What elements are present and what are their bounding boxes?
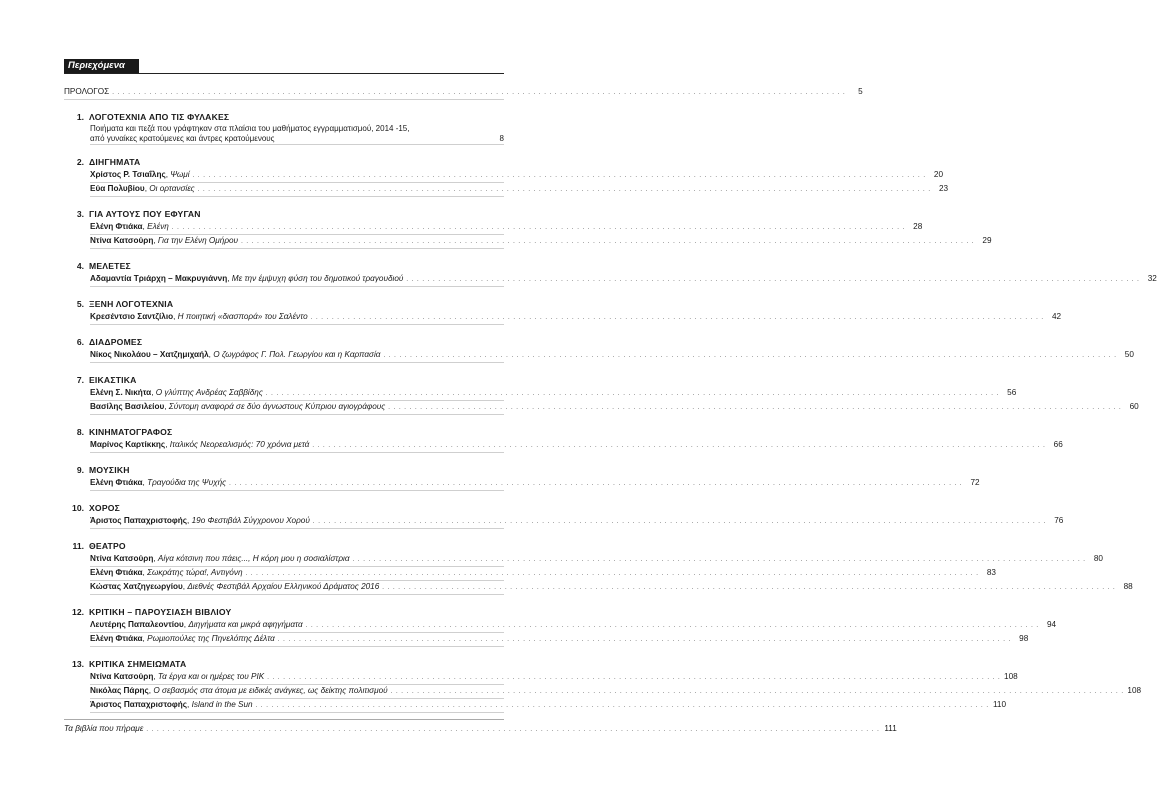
section-entries	[64, 349, 1134, 363]
entry-title: Τραγούδια της Ψυχής	[147, 478, 227, 487]
page-number: 50	[1124, 350, 1134, 359]
toc-entry[interactable]: Βασίλης Βασιλείου, Σύντομη αναφορά σε δύο άγνωστους Κύπριου αγιογράφους . . . 60	[90, 401, 504, 415]
entry-title: Η ποιητική «διασπορά» του Σαλέντο	[177, 312, 308, 321]
page-number: 108	[1004, 672, 1018, 681]
section-heading[interactable]	[64, 111, 504, 123]
entry-author: Εύα Πολυβίου	[90, 184, 145, 193]
toc-entry[interactable]: Ντίνα Κατσούρη, Για την Ελένη Ομήρου . . . 29	[90, 235, 504, 249]
section-title: ΕΙΚΑΣΤΙΚΑ	[89, 375, 137, 385]
leader-dots	[312, 439, 1045, 452]
entry-author: Λευτέρης Παπαλεοντίου	[90, 620, 184, 629]
entry-title: Διηγήματα και μικρά αφηγήματα	[188, 620, 303, 629]
entry-author: Ντίνα Κατσούρη	[90, 554, 154, 563]
section-title: ΚΙΝΗΜΑΤΟΓΡΑΦΟΣ	[89, 427, 173, 437]
closing-row[interactable]	[64, 719, 897, 736]
leader-dots	[313, 515, 1046, 528]
section-heading[interactable]	[64, 658, 504, 670]
toc-section	[64, 502, 1064, 529]
toc-section	[64, 374, 1139, 415]
section-entries	[64, 553, 1133, 595]
closing-title: Τα βιβλία που πήραμε	[64, 724, 144, 733]
section-entries	[64, 311, 1062, 325]
entry-author: Ντίνα Κατσούρη	[90, 236, 154, 245]
page-number: 29	[982, 236, 992, 245]
entry-title: Σωκράτης τώρα!, Αντιγόνη	[147, 568, 243, 577]
leader-dots	[406, 273, 1139, 286]
section-entries	[64, 439, 1063, 453]
toc-entry[interactable]: Άριστος Παπαχριστοφής, Island in the Sun . . . 110	[90, 699, 504, 713]
entry-title: Τα έργα και οι ημέρες του ΡΙΚ	[157, 672, 265, 681]
entry-title: Διεθνές Φεστιβάλ Αρχαίου Ελληνικού Δράματος 2016	[187, 582, 380, 591]
section-heading[interactable]	[64, 156, 504, 168]
page-number: 20	[933, 170, 944, 179]
page-number: 88	[1123, 582, 1133, 591]
page-number: 28	[913, 222, 923, 231]
page-number: 108	[1127, 686, 1142, 695]
section-title: ΞΕΝΗ ΛΟΓΟΤΕΧΝΙΑ	[89, 299, 174, 309]
leader-dots	[267, 671, 1000, 684]
section-number: 5.	[76, 299, 84, 309]
toc-entry[interactable]: Ντίνα Κατσούρη, Αίγα κότσινη που πάεις..., Η κόρη μου η σοσιαλίστρια . . . 80	[90, 553, 504, 567]
section-description[interactable]	[90, 124, 504, 145]
section-entries	[64, 477, 980, 491]
section-number: 13.	[72, 659, 84, 669]
leader-dots	[382, 581, 1115, 594]
entry-author: Ελένη Σ. Νικήτα	[90, 388, 152, 397]
entry-author: Αδαμαντία Τριάρχη – Μακρυγιάννη	[90, 274, 228, 283]
section-entries	[64, 387, 1139, 415]
toc-section	[64, 298, 1062, 325]
entry-title: Ο γλύπτης Ανδρέας Σαββίδης	[155, 388, 263, 397]
page-number: 110	[992, 700, 1007, 709]
page-number: 8	[499, 134, 504, 143]
section-entries	[64, 515, 1064, 529]
toc-entry[interactable]: Άριστος Παπαχριστοφής, 19ο Φεστιβάλ Σύγχρονου Χορού . . . 76	[90, 515, 504, 529]
section-title: ΜΕΛΕΤΕΣ	[89, 261, 131, 271]
section-title: ΘΕΑΤΡΟ	[89, 541, 126, 551]
leader-dots	[391, 685, 1124, 698]
entry-author: Ελένη Φτιάκα	[90, 568, 143, 577]
entry-author: Ελένη Φτιάκα	[90, 222, 143, 231]
toc-entry[interactable]: Ελένη Φτιάκα, Σωκράτης τώρα!, Αντιγόνη . . . 83	[90, 567, 504, 581]
toc-section	[64, 156, 949, 197]
entry-title: Island in the Sun	[191, 700, 253, 709]
page-number: 72	[970, 478, 980, 487]
entry-title: Ο ζωγράφος Γ. Πολ. Γεωργίου και η Καρπασία	[213, 350, 381, 359]
entry-author: Νίκος Νικολάου – Χατζημιχαήλ	[90, 350, 209, 359]
toc-entry[interactable]: Νίκος Νικολάου – Χατζημιχαήλ, Ο ζωγράφος Γ. Πολ. Γεωργίου και η Καρπασία . . . 50	[90, 349, 504, 363]
leader-dots	[112, 86, 845, 99]
section-title: ΚΡΙΤΙΚΗ – ΠΑΡΟΥΣΙΑΣΗ ΒΙΒΛΙΟΥ	[89, 607, 232, 617]
leader-dots	[246, 567, 979, 580]
section-number: 11.	[72, 541, 84, 551]
section-heading[interactable]	[64, 260, 504, 272]
entry-author: Ελένη Φτιάκα	[90, 634, 143, 643]
table-of-contents	[64, 86, 1157, 736]
leader-dots	[229, 477, 962, 490]
prologue-row[interactable]	[64, 86, 863, 100]
section-number: 8.	[76, 427, 84, 437]
section-entries	[64, 124, 504, 145]
entry-author: Νικόλας Πάρης	[90, 686, 149, 695]
leader-dots	[383, 349, 1116, 362]
toc-section	[64, 260, 1157, 287]
leader-dots	[311, 311, 1044, 324]
leader-dots	[388, 401, 1121, 414]
section-number: 3.	[76, 209, 84, 219]
leader-dots	[193, 169, 926, 182]
entry-author: Άριστος Παπαχριστοφής	[90, 516, 188, 525]
page-number: 76	[1054, 516, 1064, 525]
prologue-title: ΠΡΟΛΟΓΟΣ	[64, 87, 110, 96]
leader-dots	[198, 183, 931, 196]
entry-author: Ντίνα Κατσούρη	[90, 672, 154, 681]
section-number: 2.	[76, 157, 84, 167]
toc-section	[64, 464, 980, 491]
toc-section	[64, 208, 992, 249]
toc-section	[64, 426, 1063, 453]
section-number: 7.	[76, 375, 84, 385]
toc-entry[interactable]: Κρεσέντσιο Σαντζίλιο, Η ποιητική «διασπορά» του Σαλέντο . . . 42	[90, 311, 504, 325]
entry-title: Ψωμί	[170, 170, 190, 179]
section-title: ΜΟΥΣΙΚΗ	[89, 465, 130, 475]
page-number: 56	[1007, 388, 1017, 397]
page-number: 5	[858, 87, 863, 96]
entry-title: Ο σεβασμός στα άτομα με ειδικές ανάγκες, ως δείκτης πολιτισμού	[153, 686, 388, 695]
section-heading[interactable]	[64, 298, 504, 310]
section-number: 12.	[72, 607, 84, 617]
section-number: 9.	[76, 465, 84, 475]
section-title: ΧΟΡΟΣ	[89, 503, 120, 513]
page-number: 23	[938, 184, 949, 193]
section-heading[interactable]	[64, 606, 504, 618]
entry-title: Σύντομη αναφορά σε δύο άγνωστους Κύπριου αγιογράφους	[168, 402, 386, 411]
entry-title: Αίγα κότσινη που πάεις..., Η κόρη μου η σοσιαλίστρια	[157, 554, 350, 563]
toc-entry[interactable]: Ελένη Φτιάκα, Τραγούδια της Ψυχής . . . 72	[90, 477, 504, 491]
section-entries	[64, 671, 1142, 713]
leader-dots	[146, 723, 879, 736]
section-title: ΓΙΑ ΑΥΤΟΥΣ ΠΟΥ ΕΦΥΓΑΝ	[89, 209, 201, 219]
toc-entry[interactable]: Ελένη Φτιάκα, Ρωμιοπούλες της Πηνελόπης Δέλτα . . . 98	[90, 633, 504, 647]
section-heading[interactable]	[64, 208, 504, 220]
page-number: 98	[1019, 634, 1029, 643]
page-number: 42	[1051, 312, 1062, 321]
leader-dots	[241, 235, 974, 248]
leader-dots	[172, 221, 905, 234]
toc-section	[64, 658, 1142, 713]
toc-entry[interactable]: Χρίστος Ρ. Τσιαΐλης, Ψωμί . . . 20	[90, 169, 504, 183]
entry-author: Βασίλης Βασιλείου	[90, 402, 165, 411]
toc-section	[64, 540, 1133, 595]
description-line-2: από γυναίκες κρατούμενες και άντρες κρατούμενους	[90, 134, 275, 143]
page-number: 111	[884, 724, 897, 733]
entry-title: Ρωμιοπούλες της Πηνελόπης Δέλτα	[147, 634, 275, 643]
section-title: ΚΡΙΤΙΚΑ ΣΗΜΕΙΩΜΑΤΑ	[89, 659, 187, 669]
entry-title: Ελένη	[147, 222, 169, 231]
section-title: ΔΙΗΓΗΜΑΤΑ	[89, 157, 141, 167]
toc-entry[interactable]: Ντίνα Κατσούρη, Τα έργα και οι ημέρες του ΡΙΚ . . . 108	[90, 671, 504, 685]
toc-entry[interactable]: Νικόλας Πάρης, Ο σεβασμός στα άτομα με ειδικές ανάγκες, ως δείκτης πολιτισμού . . . 108	[90, 685, 504, 699]
leader-dots	[278, 633, 1011, 646]
contents-title: Περιεχόμενα	[64, 59, 139, 73]
section-entries	[64, 221, 992, 249]
contents-header	[64, 57, 504, 74]
section-heading[interactable]	[64, 540, 504, 552]
toc-section	[64, 606, 1057, 647]
section-number: 4.	[76, 261, 84, 271]
toc-entry[interactable]: Εύα Πολυβίου, Οι ορτανσίες . . . 23	[90, 183, 504, 197]
leader-dots	[256, 699, 989, 712]
entry-author: Ελένη Φτιάκα	[90, 478, 143, 487]
entry-author: Μαρίνος Καρτίκκης	[90, 440, 166, 449]
section-heading[interactable]	[64, 426, 504, 438]
entry-title: Οι ορτανσίες	[149, 184, 195, 193]
section-heading[interactable]	[64, 464, 504, 476]
entry-author: Κώστας Χατζηγεωργίου	[90, 582, 183, 591]
leader-dots	[353, 553, 1086, 566]
section-title: ΛΟΓΟΤΕΧΝΙΑ ΑΠΟ ΤΙΣ ΦΥΛΑΚΕΣ	[89, 112, 230, 122]
toc-section	[64, 336, 1134, 363]
section-heading[interactable]	[64, 336, 504, 348]
section-heading[interactable]	[64, 502, 504, 514]
section-entries	[64, 619, 1057, 647]
section-heading[interactable]	[64, 374, 504, 386]
page-number: 80	[1093, 554, 1103, 563]
page-number: 60	[1129, 402, 1139, 411]
toc-entry[interactable]: Λευτέρης Παπαλεοντίου, Διηγήματα και μικρά αφηγήματα . . . 94	[90, 619, 504, 633]
entry-author: Κρεσέντσιο Σαντζίλιο	[90, 312, 174, 321]
page-number: 94	[1046, 620, 1057, 629]
leader-dots	[266, 387, 999, 400]
entry-title: 19ο Φεστιβάλ Σύγχρονου Χορού	[191, 516, 310, 525]
section-number: 1.	[76, 112, 84, 122]
section-title: ΔΙΑΔΡΟΜΕΣ	[89, 337, 143, 347]
page-number: 32	[1147, 274, 1157, 283]
entry-author: Χρίστος Ρ. Τσιαΐλης	[90, 170, 166, 179]
toc-entry[interactable]: Αδαμαντία Τριάρχη – Μακρυγιάννη, Με την έμψυχη φύση του δημοτικού τραγουδιού . . . 32	[90, 273, 504, 287]
page-number: 83	[986, 568, 996, 577]
toc-entry[interactable]: Ελένη Φτιάκα, Ελένη . . . 28	[90, 221, 504, 235]
toc-entry[interactable]: Κώστας Χατζηγεωργίου, Διεθνές Φεστιβάλ Αρχαίου Ελληνικού Δράματος 2016 . . . 88	[90, 581, 504, 595]
entry-author: Άριστος Παπαχριστοφής	[90, 700, 188, 709]
entry-title: Με την έμψυχη φύση του δημοτικού τραγουδιού	[231, 274, 404, 283]
section-entries	[64, 169, 949, 197]
entry-title: Για την Ελένη Ομήρου	[157, 236, 239, 245]
section-number: 10.	[72, 503, 84, 513]
description-line-1: Ποιήματα και πεζά που γράφτηκαν στα πλαίσια του μαθήματος εγγραμματισμού, 2014 -15,	[90, 124, 410, 133]
page-number: 66	[1053, 440, 1063, 449]
toc-entry[interactable]: Ελένη Σ. Νικήτα, Ο γλύπτης Ανδρέας Σαββίδης . . . 56	[90, 387, 504, 401]
leader-dots	[306, 619, 1039, 632]
entry-title: Ιταλικός Νεορεαλισμός: 70 χρόνια μετά	[169, 440, 310, 449]
toc-entry[interactable]: Μαρίνος Καρτίκκης, Ιταλικός Νεορεαλισμός: 70 χρόνια μετά . . . 66	[90, 439, 504, 453]
section-number: 6.	[76, 337, 84, 347]
toc-section	[64, 111, 504, 145]
section-entries	[64, 273, 1157, 287]
